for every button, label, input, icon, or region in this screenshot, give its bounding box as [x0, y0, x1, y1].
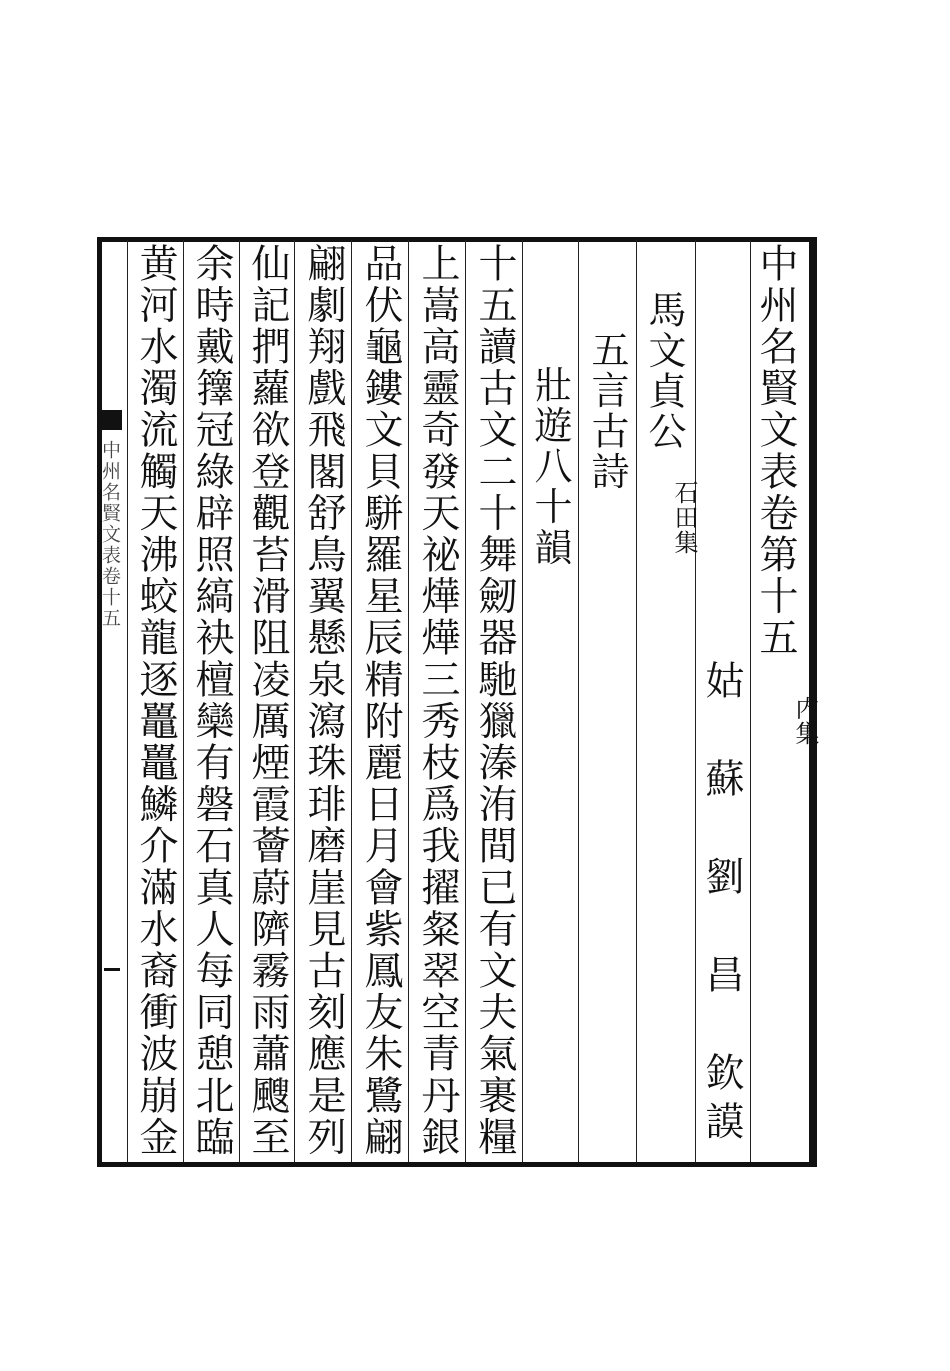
poem-line: 十五讀古文二十舞劒器馳獵溱洧間已有文夫氣裹糧 — [472, 243, 517, 1159]
collection-name: 石田集 — [670, 480, 698, 555]
column-rule — [578, 240, 579, 1162]
poem-line: 黄河水濁流觸天沸蛟龍逐鼉鼉鱗介滿水裔衝波崩金 — [133, 243, 178, 1159]
author-credit: 姑 蘇 劉 昌 欽謨 — [699, 660, 744, 1150]
spine-label: 中州名賢文表卷十五 — [99, 440, 121, 629]
column-rule — [183, 240, 184, 1162]
poem-line: 翩劇翔戲飛閣舒鳥翼懸泉瀉珠琲磨崖見古刻應是列 — [301, 243, 346, 1159]
column-rule — [695, 240, 696, 1162]
poem-line: 上嵩高靈奇發天祕燁燁三秀枝爲我擢粲翠空青丹銀 — [415, 243, 460, 1159]
column-rule — [408, 240, 409, 1162]
author-name: 馬文貞公 — [642, 290, 686, 453]
page-number-mark — [104, 968, 120, 971]
column-rule — [239, 240, 240, 1162]
column-rule — [127, 240, 128, 1162]
genre-heading: 五言古詩 — [585, 330, 629, 493]
section-note: 内集 — [791, 696, 819, 746]
column-rule — [522, 240, 523, 1162]
column-rule — [636, 240, 637, 1162]
poem-line: 余時戴籜冠綠辟照縞袂檀欒有磐石真人每同憩北臨 — [189, 243, 234, 1159]
column-rule — [750, 240, 751, 1162]
poem-line: 仙記捫蘿欲登觀苔滑阻凌厲煙霞薈蔚隮霧雨蕭颼至 — [245, 243, 290, 1159]
poem-line: 品伏龜鏤文貝駢羅星辰精附麗日月會紫鳳友朱鷺翩 — [358, 243, 403, 1159]
column-rule — [294, 240, 295, 1162]
column-rule — [351, 240, 352, 1162]
volume-title: 中州名賢文表卷第十五 — [753, 243, 798, 659]
column-rule — [465, 240, 466, 1162]
fishtail-mark — [100, 410, 122, 430]
poem-title: 壯遊八十韻 — [528, 365, 572, 568]
